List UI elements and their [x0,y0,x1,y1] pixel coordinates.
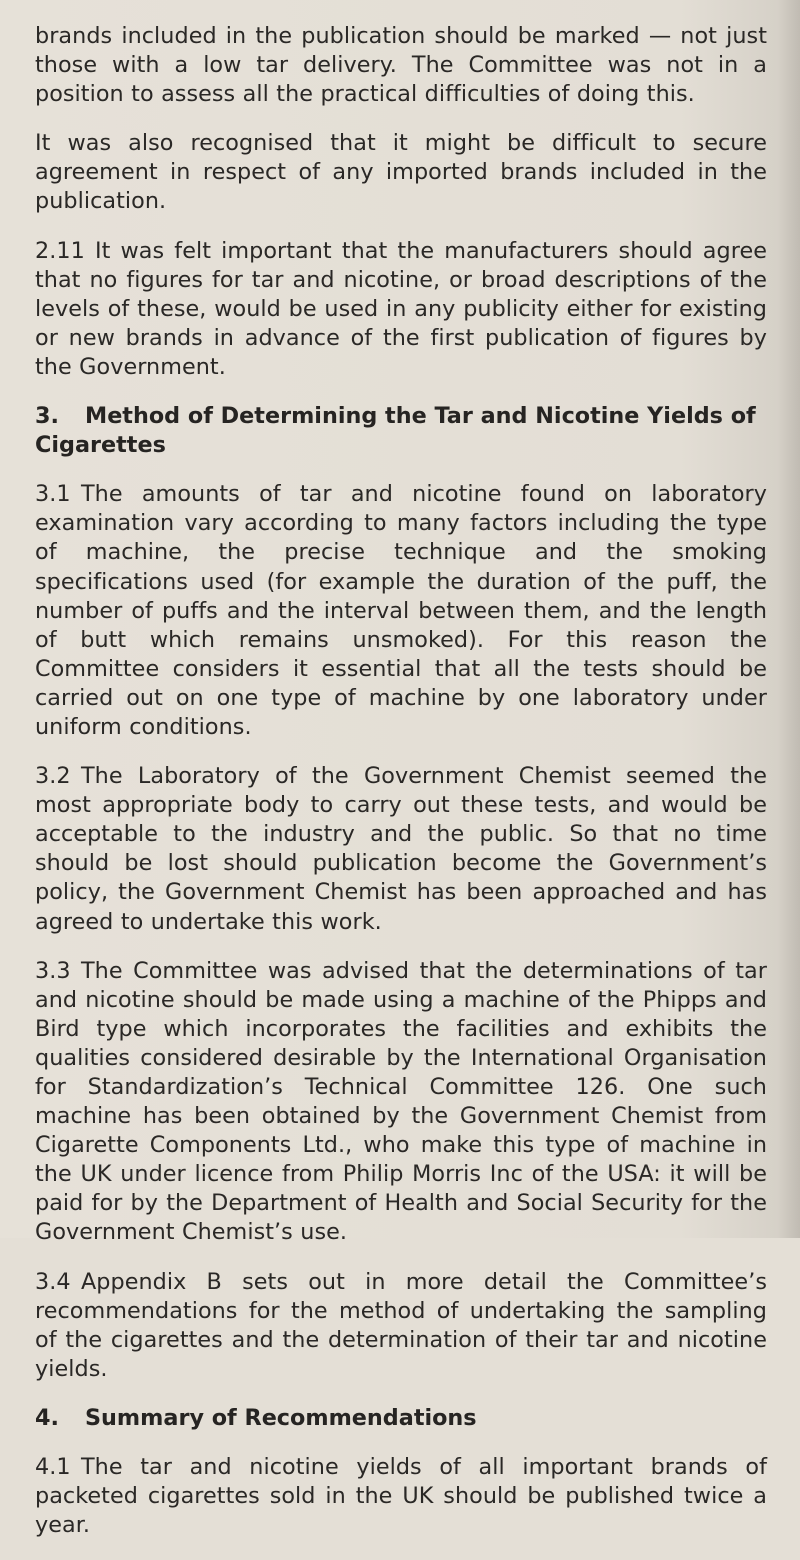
section-3-heading [35,402,767,460]
section-4-heading [35,1404,767,1433]
paragraph-2-11 [35,237,767,382]
section-number: 4. [35,1404,59,1431]
section-title: Method of Determining the Tar and Nicotine Yields of Cigarettes [35,403,756,459]
paragraph-continuation: brands included in the publication should be marked — not just those with a low tar delivery. The Committee was not in a position to assess all the practical difficulties of doing this. [35,23,767,108]
paragraph-number: 3.4 [35,1268,71,1295]
paragraph-number: 2.11 [35,237,85,264]
paragraph-4-1 [35,1453,767,1540]
paragraph-text: The Committee was advised that the determinations of tar and nicotine should be made using a machine of the Phipps and Bird type which incorporates the facilities and exhibits the qualities considered desirable by the International Organisation for Standardization’s Technical Committee 126. One such machine has been obtained by the Government Chemist from Cigarette Components Ltd., who make this type of machine in the UK under licence from Philip Morris Inc of the USA: it will be paid for by the Department of Health and Social Security for the Government Chemist’s use. [35,957,767,1246]
page-edge-shadow [778,0,800,1238]
paragraph-text: The tar and nicotine yields of all important brands of packeted cigarettes sold in the UK should be published twice a year. [35,1454,767,1539]
paragraph-number: 3.3 [35,957,71,984]
paragraph-3-2 [35,762,767,937]
document-body [35,22,767,1560]
paragraph-3-4 [35,1268,767,1384]
section-number: 3. [35,403,59,430]
paragraph-text: The amounts of tar and nicotine found on laboratory examination vary according to many factors including the type of machine, the precise technique and the smoking specifications used (for example the duration of the puff, the number of puffs and the interval between them, and the length of butt which remains unsmoked). For this reason the Committee considers it essential that all the tests should be carried out on one type of machine by one laboratory under uniform conditions. [35,481,767,740]
paragraph-imported-brands: It was also recognised that it might be difficult to secure agreement in respect of any imported brands included in the publication. [35,130,767,215]
paragraph-3-1 [35,480,767,742]
paragraph-number: 3.2 [35,763,71,790]
paragraph-text: The Laboratory of the Government Chemist seemed the most appropriate body to carry out these tests, and would be acceptable to the industry and the public. So that no time should be lost should publication become the Government’s policy, the Government Chemist has been approached and has agreed to undertake this work. [35,763,767,935]
section-title: Summary of Recommendations [85,1404,477,1431]
paragraph-number: 3.1 [35,481,71,508]
paragraph-text: Appendix B sets out in more detail the Committee’s recommendations for the method of undertaking the sampling of the cigarettes and the determination of their tar and nicotine yields. [35,1268,767,1382]
paragraph-text: It was felt important that the manufacturers should agree that no figures for tar and nicotine, or broad descriptions of the levels of these, would be used in any publicity either for existing or new brands in advance of the first publication of figures by the Government. [35,237,767,380]
paragraph-number: 4.1 [35,1454,71,1481]
paragraph-3-3 [35,957,767,1248]
